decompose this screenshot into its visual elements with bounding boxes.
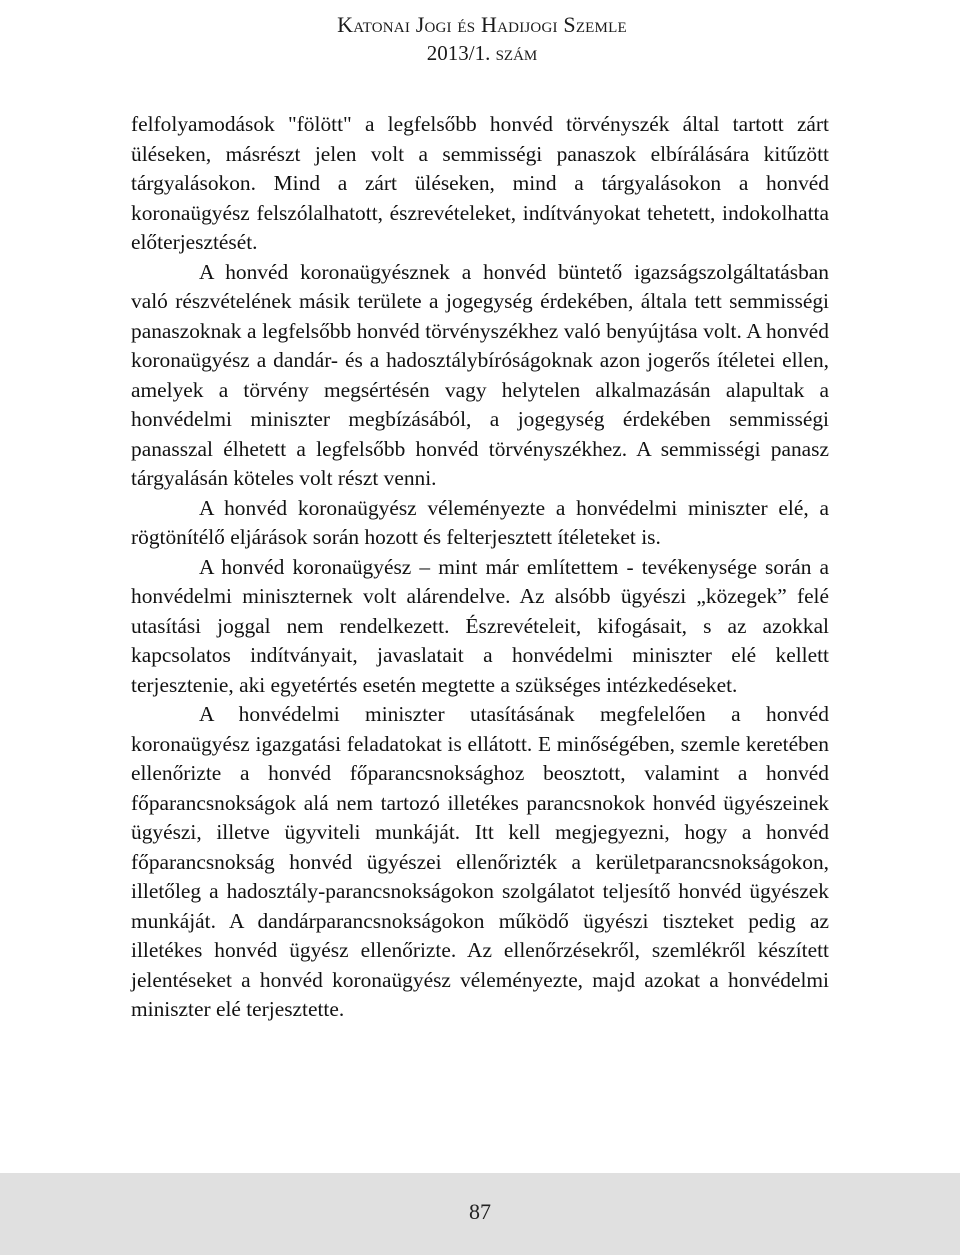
paragraph: A honvéd koronaügyésznek a honvéd büntető igazságszolgáltatásban való részvételének másik területe a jogegység érdekében, általa tett semmisségi panaszoknak a legfelsőbb honvéd törvényszékhez való benyújtása volt. A honvéd koronaügyész a dandár- és a hadosztálybíróságoknak azon jogerős ítéletei ellen, amelyek a törvény megsértésén vagy helytelen alkalmazásán alapultak a honvédelmi miniszter megbízásából, a jogegység érdekében semmisségi panasszal élhetett a legfelsőbb honvéd törvényszékhez. A semmisségi panasz tárgyalásán köteles volt részt venni. (131, 259, 829, 490)
body-text (131, 110, 829, 1025)
journal-title: Katonai Jogi és Hadijogi Szemle (337, 12, 627, 37)
page-number: 87 (469, 1199, 491, 1224)
paragraph: A honvéd koronaügyész – mint már említettem - tevékenysége során a honvédelmi miniszternek volt alárendelve. Az alsóbb ügyészi „közegek” felé utasítási joggal nem rendelkezett. Észrevételeit, kifogásait, s az azokkal kapcsolatos indítványait, javaslatait a honvédelmi miniszter elé kellett terjesztenie, aki egyetértés esetén megtette a szükséges intézkedéseket. (131, 554, 829, 697)
paragraph: A honvéd koronaügyész véleményezte a honvédelmi miniszter elé, a rögtönítélő eljárások során hozott és felterjesztett ítéleteket is. (131, 495, 829, 549)
running-header (302, 10, 662, 66)
issue-number: 2013/1. szám (426, 41, 538, 65)
page-footer (0, 1173, 960, 1255)
paragraph: felfolyamodások "fölött" a legfelsőbb honvéd törvényszék által tartott zárt üléseken, másrészt jelen volt a semmisségi panaszok elbírálására kitűzött tárgyalásokon. Mind a zárt üléseken, mind a tárgyalásokon a honvéd koronaügyész felszólalhatott, észrevételeket, indítványokat tehetett, indokolhatta előterjesztését. (131, 112, 829, 254)
paragraph: A honvédelmi miniszter utasításának megfelelően a honvéd koronaügyész igazgatási feladatokat is ellátott. E minőségében, szemle keretében ellenőrizte a honvéd főparancsnoksághoz beosztott, valamint a honvéd főparancsnokságok alá nem tartozó illetékes parancsnokok honvéd ügyészeinek ügyészi, illetve ügyviteli munkáját. Itt kell megjegyezni, hogy a honvéd főparancsnokság honvéd ügyészei ellenőrizték a kerületparancsnokságokon, illetőleg a hadosztály-parancsnokságokon szolgálatot teljesítő honvéd ügyészek munkáját. A dandárparancsnokságokon működő ügyészi tiszteket pedig az illetékes honvéd ügyész ellenőrizte. Az ellenőrzésekről, szemlékről készített jelentéseket a honvéd koronaügyész véleményezte, majd azokat a honvédelmi miniszter elé terjesztette. (131, 702, 829, 1021)
